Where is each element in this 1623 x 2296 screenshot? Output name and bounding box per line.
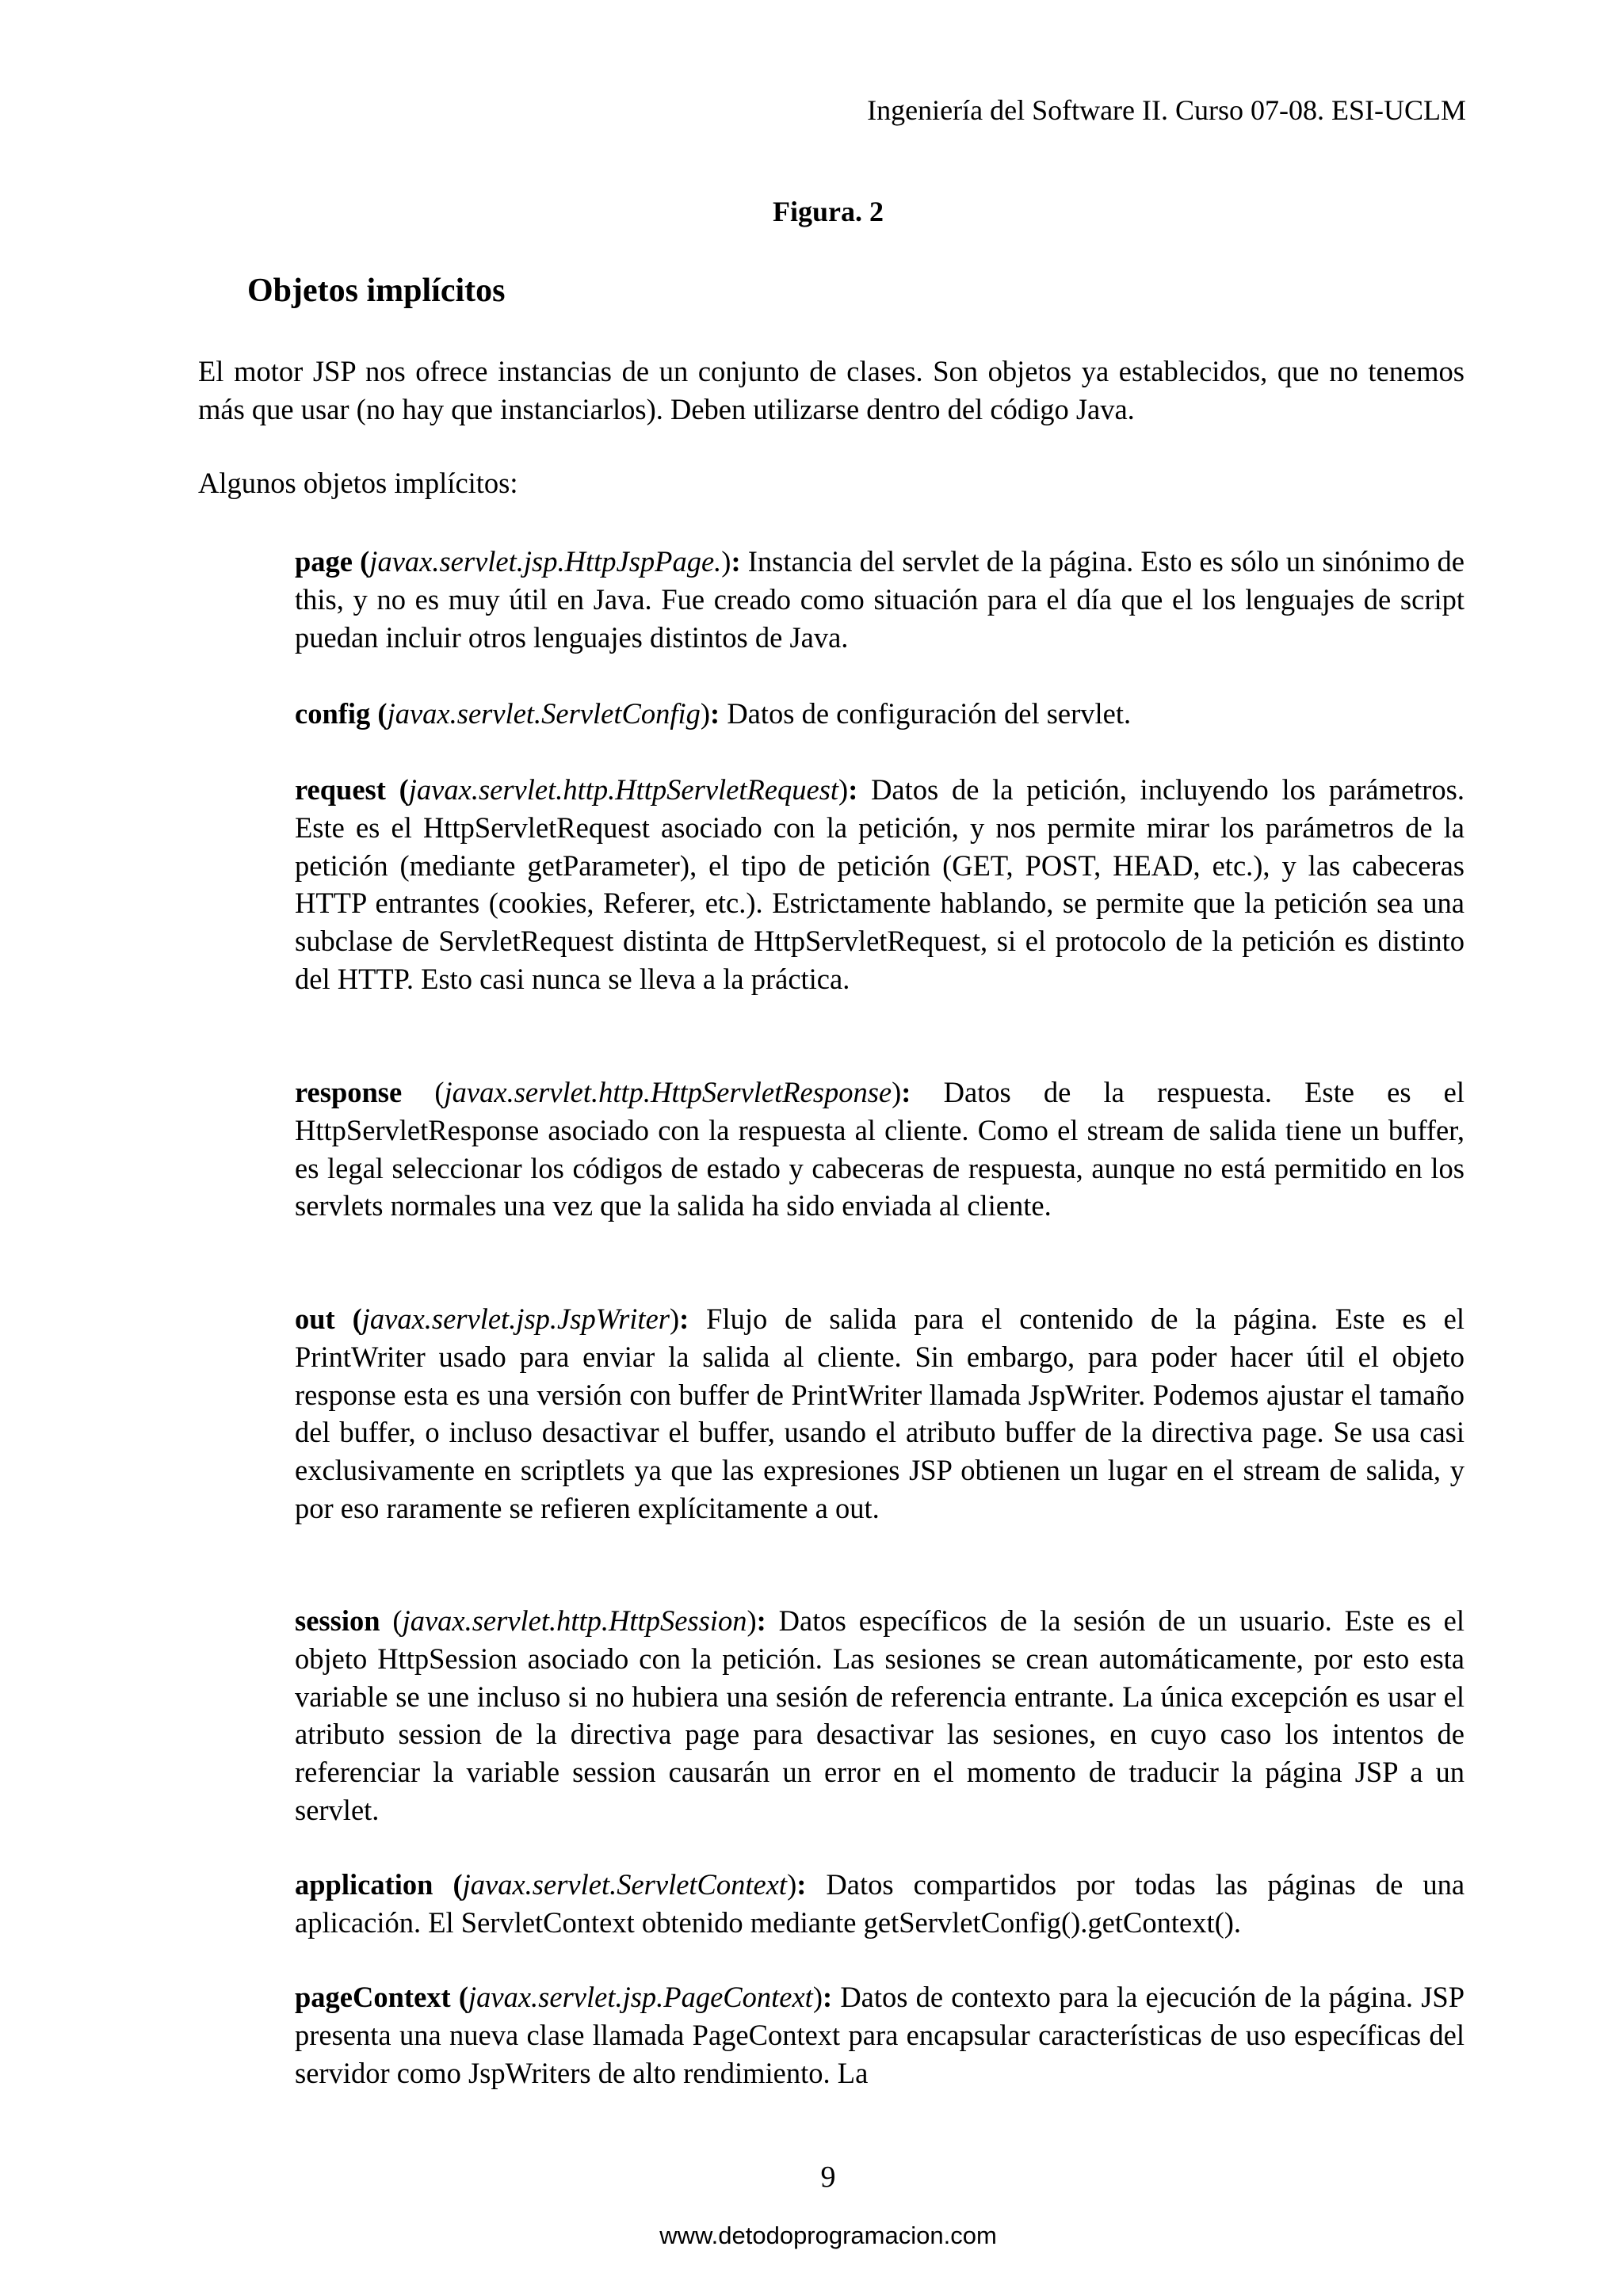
object-class: javax.servlet.ServletContext [462,1868,788,1901]
object-class: javax.servlet.http.HttpServletRequest [408,773,839,806]
object-entry-request: request (javax.servlet.http.HttpServletRequest): Datos de la petición, incluyendo los parámetros. Este es el HttpServletRequest asociado con la petición, y nos permite mirar los parámetros de la petición (mediante getParameter), el tipo de petición (GET, POST, HEAD, etc.), y las cabeceras HTTP entrantes (cookies, Referer, etc.). Estrictamente hablando, se permite que la petición sea una subclase de ServletRequest distinta de HttpServletRequest, si el protocolo de la petición es distinto del HTTP. Esto casi nunca se lleva a la práctica. [295,773,1465,995]
object-entry-session: session (javax.servlet.http.HttpSession): Datos específicos de la sesión de un usuario. Este es el objeto HttpSession asociado con la petición. Las sesiones se crean automáticamente, por esto esta variable se une incluso si no hubiera una sesión de referencia entrante. La única excepción es usar el atributo session de la directiva page para desactivar las sesiones, en cuyo caso los intentos de referenciar la variable session causarán un error en el momento de traducir la página JSP a un servlet. [295,1604,1465,1826]
object-entry-config: config (javax.servlet.ServletConfig): Datos de configuración del servlet. [295,697,1132,730]
object-description: Datos específicos de la sesión de un usuario. Este es el objeto HttpSession asociado con la petición. Las sesiones se crean automáticamente, por esto esta variable se une incluso si no hubiera una sesión de referencia entrante. La única excepción es usar el atributo session de la directiva page para desactivar las sesiones, en cuyo caso los intentos de referenciar la variable session causarán un error en el momento de traducir la página JSP a un servlet. [295,1604,1465,1826]
footer-url: www.detodoprogramacion.com [659,2222,997,2249]
running-header: Ingeniería del Software II. Curso 07-08. ESI-UCLM [867,94,1466,126]
object-description: Flujo de salida para el contenido de la página. Este es el PrintWriter usado para enviar la salida al cliente. Sin embargo, para poder hacer útil el objeto response esta es una versión con buffer de PrintWriter llamada JspWriter. Podemos ajustar el tamaño del buffer, o incluso desactivar el buffer, usando el atributo buffer de la directiva page. Se usa casi exclusivamente en scriptlets ya que las expresiones JSP obtienen un lugar en el stream de salida, y por eso raramente se refieren explícitamente a out. [295,1302,1465,1524]
object-description: Datos de la petición, incluyendo los parámetros. Este es el HttpServletRequest asociado con la petición, y nos permite mirar los parámetros de la petición (mediante getParameter), el tipo de petición (GET, POST, HEAD, etc.), y las cabeceras HTTP entrantes (cookies, Referer, etc.). Estrictamente hablando, se permite que la petición sea una subclase de ServletRequest distinta de HttpServletRequest, si el protocolo de la petición es distinto del HTTP. Esto casi nunca se lleva a la práctica. [295,773,1465,995]
object-name: page [295,545,353,578]
page-number: 9 [820,2161,836,2194]
object-entry-application: application (javax.servlet.ServletContext): Datos compartidos por todas las páginas de una aplicación. El ServletContext obtenido mediante getServletConfig().getContext(). [295,1868,1465,1939]
object-description: Datos compartidos por todas las páginas de una aplicación. El ServletContext obtenido mediante getServletConfig().getContext(). [295,1868,1465,1939]
object-name: session [295,1604,380,1637]
object-class: javax.servlet.http.HttpServletResponse [444,1076,892,1108]
object-class: javax.servlet.jsp.HttpJspPage. [369,545,722,578]
section-title: Objetos implícitos [247,273,506,309]
object-entry-pagecontext: pageContext (javax.servlet.jsp.PageContext): Datos de contexto para la ejecución de la página. JSP presenta una nueva clase llamada PageContext para encapsular características de uso específicas del servidor como JspWriters de alto rendimiento. La [295,1981,1465,2089]
object-name: response [295,1076,403,1108]
object-class: javax.servlet.jsp.JspWriter [361,1302,670,1335]
object-description: Instancia del servlet de la página. Esto es sólo un sinónimo de this, y no es muy útil en Java. Fue creado como situación para el día que el los lenguajes de script puedan incluir otros lenguajes distintos de Java. [295,545,1465,654]
object-name: application [295,1868,433,1901]
object-description: Datos de configuración del servlet. [727,697,1132,730]
figure-caption: Figura. 2 [773,196,884,227]
object-description: Datos de contexto para la ejecución de la página. JSP presenta una nueva clase llamada PageContext para encapsular características de uso específicas del servidor como JspWriters de alto rendimiento. La [295,1981,1465,2089]
object-entry-response: response (javax.servlet.http.HttpServletResponse): Datos de la respuesta. Este es el HttpServletResponse asociado con la respuesta al cliente. Como el stream de salida tiene un buffer, es legal seleccionar los códigos de estado y cabeceras de respuesta, aunque no está permitido en los servlets normales una vez que la salida ha sido enviada al cliente. [295,1076,1465,1222]
object-entry-page: page (javax.servlet.jsp.HttpJspPage.): Instancia del servlet de la página. Esto es sólo un sinónimo de this, y no es muy útil en Java. Fue creado como situación para el día que el los lenguajes de script puedan incluir otros lenguajes distintos de Java. [295,545,1465,654]
object-name: pageContext [295,1981,451,2013]
object-class: javax.servlet.ServletConfig [387,697,701,730]
object-name: config [295,697,371,730]
object-description: Datos de la respuesta. Este es el HttpServletResponse asociado con la respuesta al cliente. Como el stream de salida tiene un buffer, es legal seleccionar los códigos de estado y cabeceras de respuesta, aunque no está permitido en los servlets normales una vez que la salida ha sido enviada al cliente. [295,1076,1465,1222]
intro-list-lead: Algunos objetos implícitos: [198,467,518,499]
object-name: request [295,773,386,806]
object-entry-out: out (javax.servlet.jsp.JspWriter): Flujo de salida para el contenido de la página. Este es el PrintWriter usado para enviar la salida al cliente. Sin embargo, para poder hacer útil el objeto response esta es una versión con buffer de PrintWriter llamada JspWriter. Podemos ajustar el tamaño del buffer, o incluso desactivar el buffer, usando el atributo buffer de la directiva page. Se usa casi exclusivamente en scriptlets ya que las expresiones JSP obtienen un lugar en el stream de salida, y por eso raramente se refieren explícitamente a out. [295,1302,1465,1524]
object-name: out [295,1302,335,1335]
intro-paragraph: El motor JSP nos ofrece instancias de un conjunto de clases. Son objetos ya establecidos, que no tenemos más que usar (no hay que instanciarlos). Deben utilizarse dentro del código Java. [198,355,1465,425]
object-class: javax.servlet.http.HttpSession [402,1604,747,1637]
object-class: javax.servlet.jsp.PageContext [468,1981,813,2013]
